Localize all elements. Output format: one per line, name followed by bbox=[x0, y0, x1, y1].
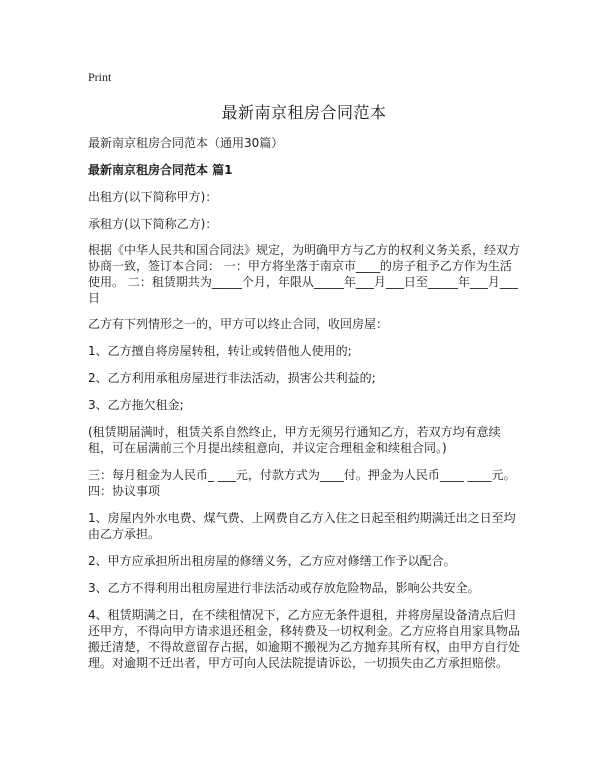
agreement-item-1: 1、房屋内外水电费、煤气费、上网费自乙方入住之日起至租约期满迁出之日至均由乙方承担。 bbox=[88, 511, 516, 541]
rent-payment-paragraph: 三：每月租金为人民币_ ___元，付款方式为____付。押金为人民币____ ____元。 四：协议事项 bbox=[88, 468, 516, 498]
termination-conditions-intro: 乙方有下列情形之一的，甲方可以终止合同，收回房屋： bbox=[88, 317, 389, 331]
agreement-item-4: 4、租赁期满之日，在不续租情况下，乙方应无条件退租，并将房屋设备清点后归还甲方，不得向甲方请求退还租金，移转费及一切权利金。乙方应将自用家具物品搬迁清楚，不得故意留存占据，如逾期不搬视为乙方抛弃其所有权，由甲方自行处理。对逾期不迁出者，甲方可向人民法院提请诉讼，一切损失由乙方承担赔偿。 bbox=[88, 608, 521, 670]
renewal-note-paragraph: (租赁期届满时，租赁关系自然终止，甲方无须另行通知乙方，若双方均有意续租，可在届满前三个月提出续租意向，并议定合理租金和续租合同。) bbox=[88, 425, 501, 455]
termination-condition-3: 3、乙方拖欠租金; bbox=[88, 398, 184, 412]
termination-condition-1: 1、乙方擅自将房屋转租，转让或转借他人使用的; bbox=[88, 344, 352, 358]
agreement-item-2: 2、甲方应承担所出租房屋的修缮义务，乙方应对修缮工作予以配合。 bbox=[88, 554, 456, 568]
termination-condition-2: 2、乙方利用承租房屋进行非法活动，损害公共利益的; bbox=[88, 371, 376, 385]
agreement-item-3: 3、乙方不得利用出租房屋进行非法活动或存放危险物品，影响公共安全。 bbox=[88, 581, 480, 595]
contract-intro-paragraph: 根据《中华人民共和国合同法》规定，为明确甲方与乙方的权利义务关系，经双方协商一致，签订本合同： 一：甲方将坐落于南京市____的房子租予乙方作为生活使用。 二：租赁期共为_____个月，年限从_____年___月___日至_____年___月___日 bbox=[88, 243, 521, 305]
lessee-line: 承租方(以下简称乙方)： bbox=[88, 217, 218, 231]
document-subtitle: 最新南京租房合同范本（通用30篇） bbox=[88, 136, 284, 150]
section-heading: 最新南京租房合同范本 篇1 bbox=[88, 163, 233, 177]
print-link[interactable]: Print bbox=[88, 70, 112, 84]
lessor-line: 出租方(以下简称甲方)： bbox=[88, 190, 218, 204]
document-title: 最新南京租房合同范本 bbox=[221, 103, 387, 122]
